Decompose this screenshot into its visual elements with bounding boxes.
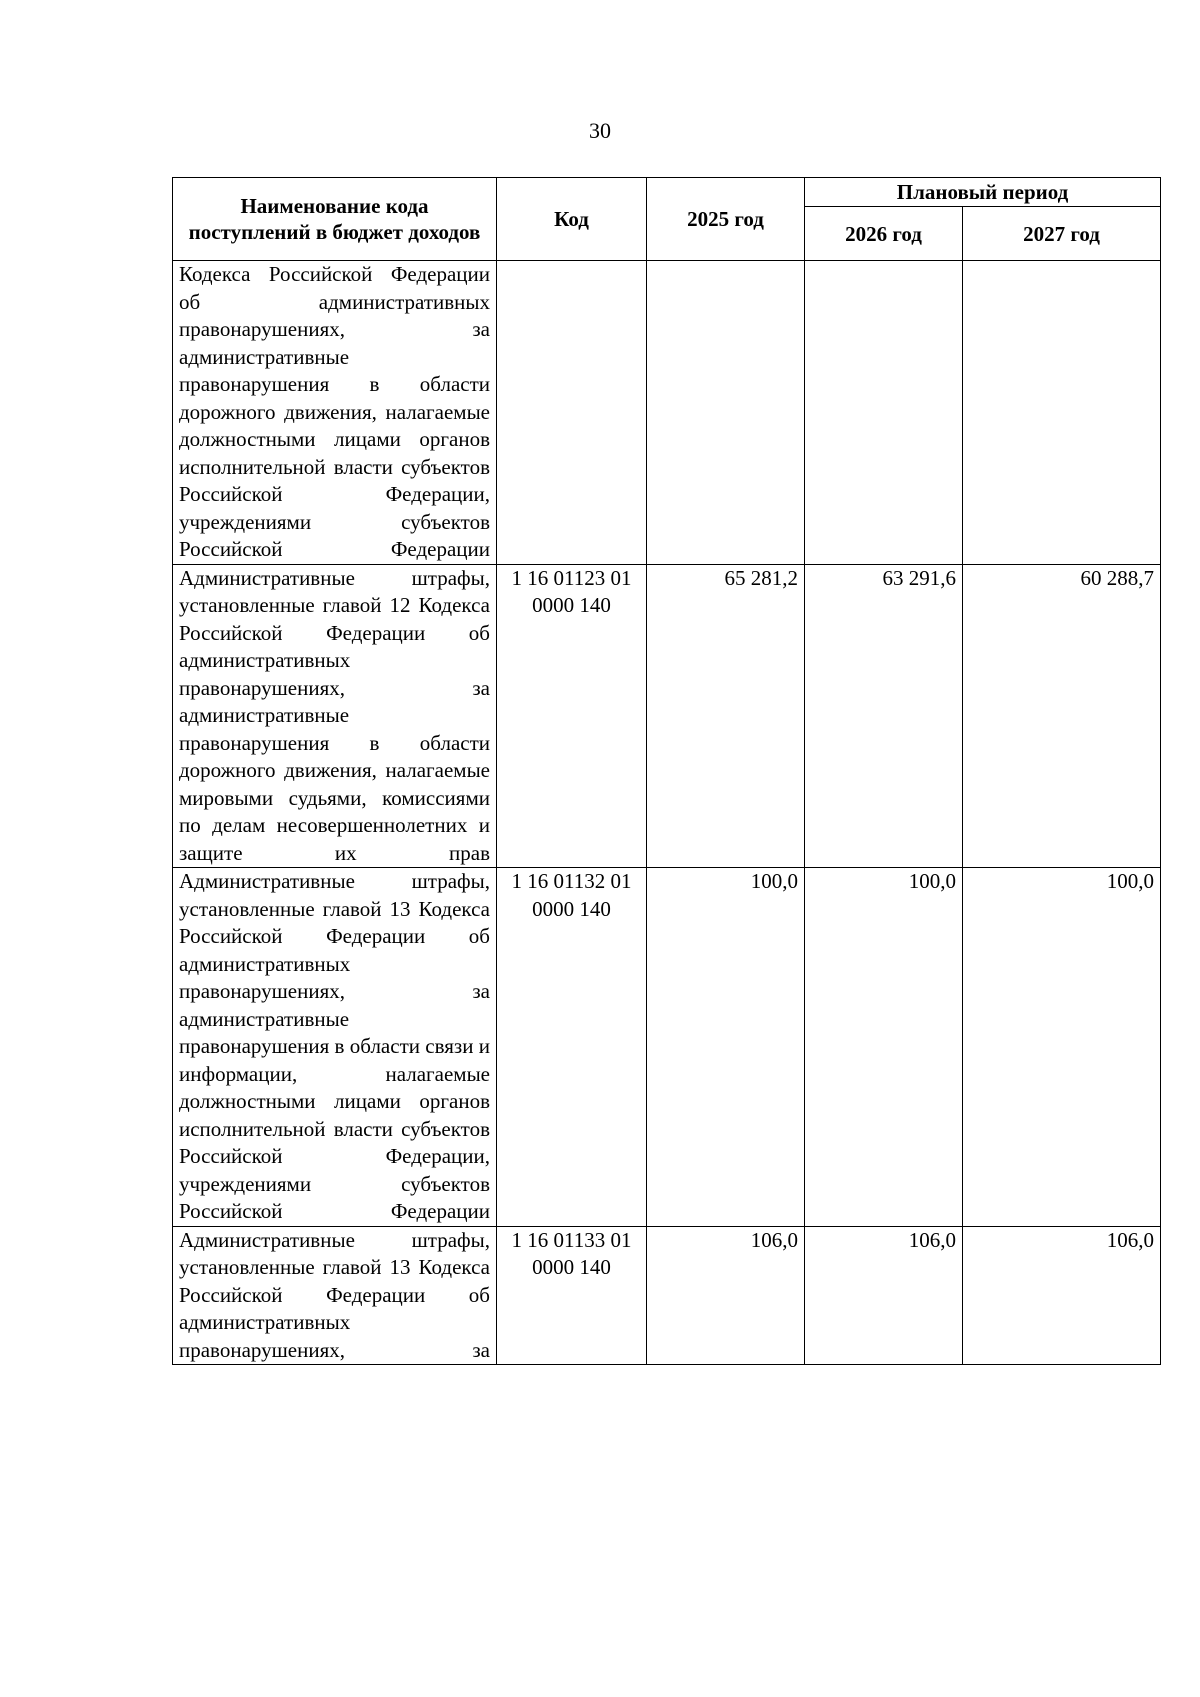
revenue-name: Административные штрафы, установленные главой 13 Кодекса Российской Федерации об административных правонарушениях, за административные правонарушения в области связи и информации, налагаемые должностными лицами органов исполнительной власти субъектов Российской Федерации, учреждениями субъектов Российской Федерации bbox=[173, 868, 497, 1227]
value-2025 bbox=[647, 261, 805, 565]
value-2027 bbox=[963, 261, 1161, 565]
header-name: Наименование кода поступлений в бюджет доходов bbox=[173, 178, 497, 261]
header-2025: 2025 год bbox=[647, 178, 805, 261]
revenue-code: 1 16 01123 01 0000 140 bbox=[497, 564, 647, 868]
revenue-name: Административные штрафы, установленные главой 13 Кодекса Российской Федерации об административных правонарушениях, за bbox=[173, 1226, 497, 1365]
table-row bbox=[173, 261, 1161, 565]
revenue-code bbox=[497, 261, 647, 565]
value-2026: 106,0 bbox=[805, 1226, 963, 1365]
header-code: Код bbox=[497, 178, 647, 261]
value-2026: 63 291,6 bbox=[805, 564, 963, 868]
value-2026: 100,0 bbox=[805, 868, 963, 1227]
value-2026 bbox=[805, 261, 963, 565]
header-planned-period: Плановый период bbox=[805, 178, 1161, 207]
value-2025: 106,0 bbox=[647, 1226, 805, 1365]
value-2027: 100,0 bbox=[963, 868, 1161, 1227]
page-number: 30 bbox=[589, 118, 611, 143]
header-2026: 2026 год bbox=[805, 207, 963, 261]
table-row bbox=[173, 564, 1161, 868]
revenue-code: 1 16 01133 01 0000 140 bbox=[497, 1226, 647, 1365]
value-2027: 106,0 bbox=[963, 1226, 1161, 1365]
value-2025: 100,0 bbox=[647, 868, 805, 1227]
header-2027: 2027 год bbox=[963, 207, 1161, 261]
revenue-name: Административные штрафы, установленные главой 12 Кодекса Российской Федерации об административных правонарушениях, за административные правонарушения в области дорожного движения, налагаемые мировыми судьями, комиссиями по делам несовершеннолетних и защите их прав bbox=[173, 564, 497, 868]
table-row bbox=[173, 868, 1161, 1227]
value-2025: 65 281,2 bbox=[647, 564, 805, 868]
table-row bbox=[173, 1226, 1161, 1365]
value-2027: 60 288,7 bbox=[963, 564, 1161, 868]
revenue-name: Кодекса Российской Федерации об административных правонарушениях, за административные правонарушения в области дорожного движения, налагаемые должностными лицами органов исполнительной власти субъектов Российской Федерации, учреждениями субъектов Российской Федерации bbox=[173, 261, 497, 565]
budget-revenue-table bbox=[172, 177, 1161, 1365]
revenue-code: 1 16 01132 01 0000 140 bbox=[497, 868, 647, 1227]
